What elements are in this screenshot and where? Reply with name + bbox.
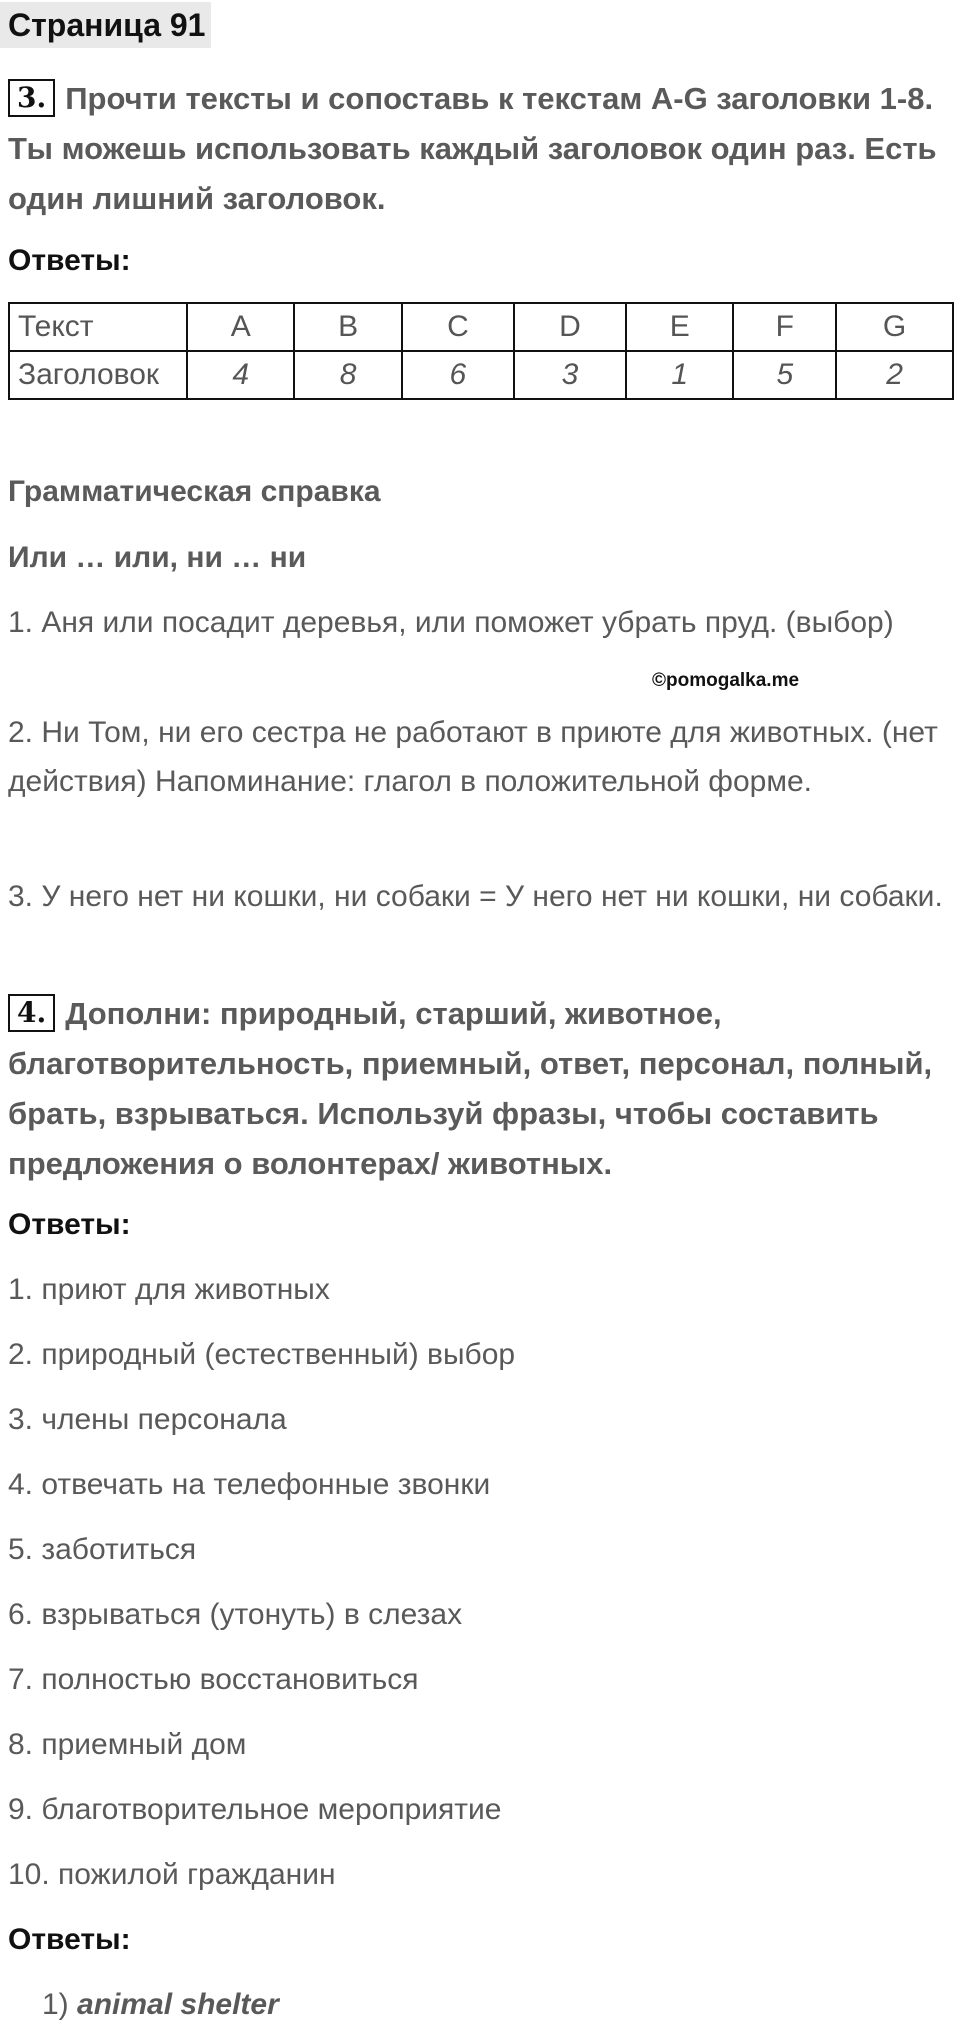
table-cell: E <box>626 303 733 351</box>
answers-label-1: Ответы: <box>8 244 131 277</box>
grammar-item-1: 1. Аня или посадит деревья, или поможет убрать пруд. (выбор) <box>8 606 894 639</box>
table-cell: 5 <box>733 351 836 399</box>
table-header-cell: Заголовок <box>9 351 187 399</box>
table-cell: C <box>402 303 514 351</box>
table-header-cell: Текст <box>9 303 187 351</box>
grammar-title: Грамматическая справка <box>8 475 381 508</box>
task-3 <box>8 74 952 224</box>
list-item: 8. приемный дом <box>8 1728 247 1761</box>
table-cell: 2 <box>836 351 953 399</box>
task-number-4: 4. <box>8 994 55 1032</box>
list-item: 9. благотворительное мероприятие <box>8 1793 502 1826</box>
table-cell: F <box>733 303 836 351</box>
list-item: 7. полностью восстановиться <box>8 1663 419 1696</box>
table-cell: D <box>514 303 626 351</box>
table-cell: 1 <box>626 351 733 399</box>
list-item: 6. взрываться (утонуть) в слезах <box>8 1598 463 1631</box>
grammar-item-3: 3. У него нет ни кошки, ни собаки = У него нет ни кошки, ни собаки. <box>8 880 943 913</box>
answers-label-3: Ответы: <box>8 1923 131 1956</box>
task-number-3: 3. <box>8 79 55 117</box>
table-cell: 4 <box>187 351 294 399</box>
task-3-text: Прочти тексты и сопоставь к текстам A-G заголовки 1-8. Ты можешь использовать каждый заголовок один раз. Есть один лишний заголовок. <box>8 81 937 216</box>
answer-1-number: 1) <box>42 1988 69 2021</box>
answers-table <box>8 302 954 400</box>
answer-1 <box>42 1985 279 2025</box>
table-cell: 6 <box>402 351 514 399</box>
table-cell: B <box>294 303 401 351</box>
table-cell: G <box>836 303 953 351</box>
page-title: Страница 91 <box>0 2 211 48</box>
table-cell: A <box>187 303 294 351</box>
list-item: 5. заботиться <box>8 1533 197 1566</box>
watermark: ©pomogalka.me <box>652 670 800 691</box>
list-item: 1. приют для животных <box>8 1273 330 1306</box>
list-item: 2. природный (естественный) выбор <box>8 1338 516 1371</box>
table-row <box>9 351 953 399</box>
list-item: 3. члены персонала <box>8 1403 287 1436</box>
grammar-item-2: 2. Ни Том, ни его сестра не работают в приюте для животных. (нет действия) Напоминание: глагол в положительной форме. <box>8 716 938 798</box>
answer-1-text: animal shelter <box>77 1988 279 2021</box>
task-4-text: Дополни: природный, старший, животное, благотворительность, приемный, ответ, персонал, полный, брать, взрываться. Используй фразы, чтобы составить предложения о волонтерах/ животных. <box>8 996 933 1181</box>
table-cell: 3 <box>514 351 626 399</box>
task-4 <box>8 989 952 1189</box>
list-item: 10. пожилой гражданин <box>8 1858 336 1891</box>
table-row <box>9 303 953 351</box>
answers-label-2: Ответы: <box>8 1208 131 1241</box>
table-cell: 8 <box>294 351 401 399</box>
list-item: 4. отвечать на телефонные звонки <box>8 1468 491 1501</box>
grammar-subtitle: Или … или, ни … ни <box>8 541 307 574</box>
